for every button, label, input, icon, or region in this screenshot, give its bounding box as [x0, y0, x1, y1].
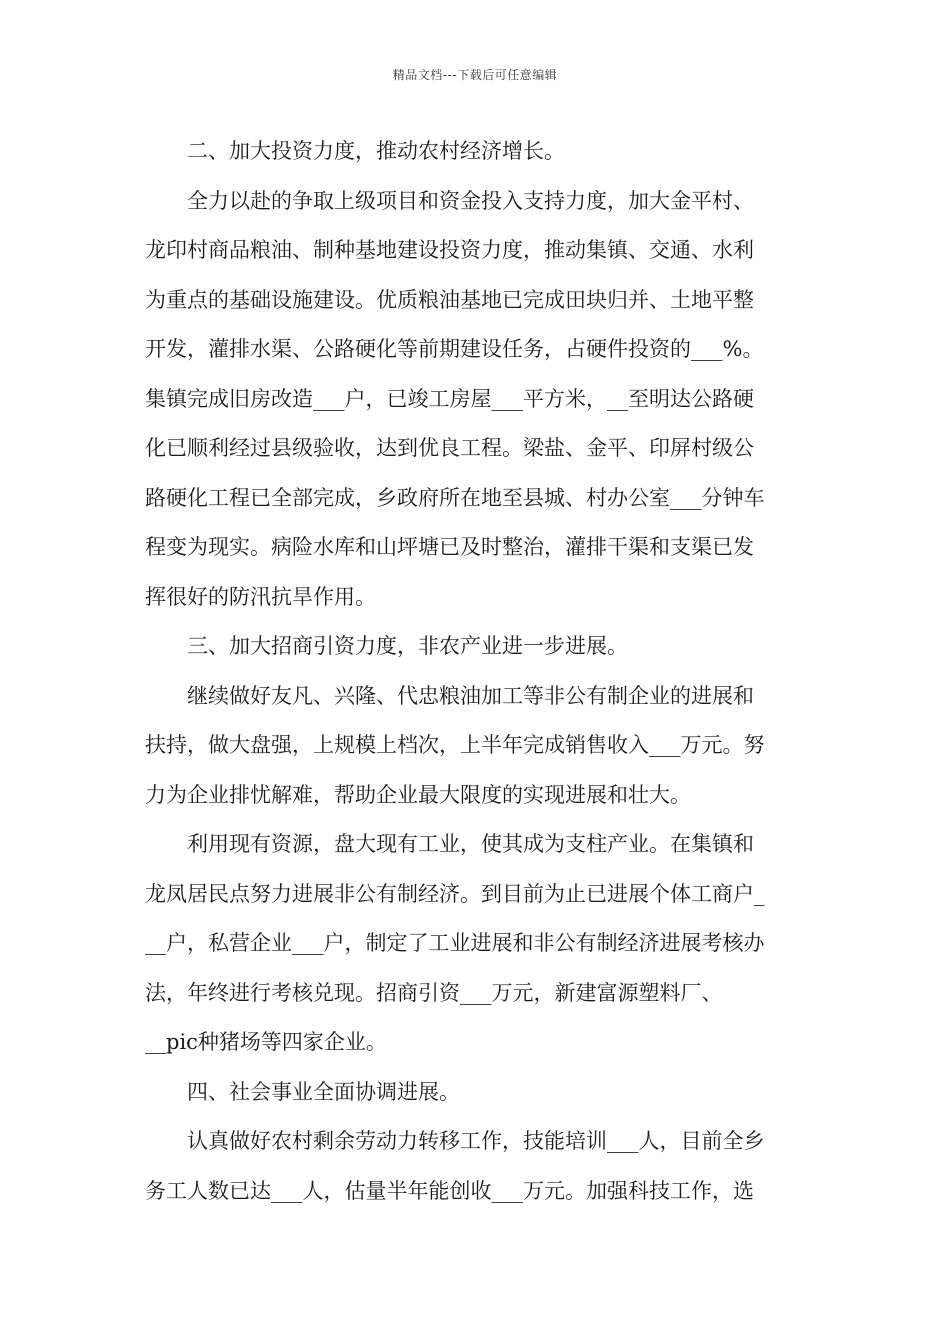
section-heading: 二、加大投资力度，推动农村经济增长。	[187, 139, 565, 163]
paragraph-line: 龙凤居民点努力进展非公有制经济。到目前为止已进展个体工商户_	[145, 881, 765, 906]
document-body	[145, 127, 815, 1216]
paragraph-line: 为重点的基础设施建设。优质粮油基地已完成田块归并、土地平整	[145, 287, 754, 312]
paragraph-line: 龙印村商品粮油、制种基地建设投资力度，推动集镇、交通、水利	[145, 238, 754, 262]
paragraph-line: 挥很好的防汛抗旱作用。	[145, 584, 376, 609]
paragraph-line: __户，私营企业___户，制定了工业进展和非公有制经济进展考核办	[145, 931, 765, 955]
section-heading: 三、加大招商引资力度，非农产业进一步进展。	[187, 634, 628, 658]
paragraph-line: 继续做好友凡、兴隆、代忠粮油加工等非公有制企业的进展和	[187, 683, 754, 708]
paragraph-line: 法，年终进行考核兑现。招商引资___万元，新建富源塑料厂、	[145, 980, 723, 1005]
paragraph-line: 务工人数已达___人，估量半年能创收___万元。加强科技工作，选	[145, 1178, 754, 1203]
paragraph-line: __pic种猪场等四家企业。	[145, 1030, 387, 1054]
paragraph-line: 集镇完成旧房改造___户，已竣工房屋___平方米，__至明达公路硬	[145, 386, 754, 411]
section-heading: 四、社会事业全面协调进展。	[187, 1079, 460, 1104]
paragraph-line: 力为企业排忧解难，帮助企业最大限度的实现进展和壮大。	[145, 782, 691, 807]
paragraph-line: 开发，灌排水渠、公路硬化等前期建设任务，占硬件投资的___%。	[145, 337, 764, 361]
paragraph-line: 程变为现实。病险水库和山坪塘已及时整治，灌排干渠和支渠已发	[145, 535, 754, 559]
paragraph-line: 利用现有资源，盘大现有工业，使其成为支柱产业。在集镇和	[187, 832, 754, 856]
page-header: 精品文档---下载后可任意编辑	[392, 68, 558, 82]
paragraph-line: 化已顺利经过县级验收，达到优良工程。梁盐、金平、印屏村级公	[145, 436, 754, 460]
paragraph-line: 扶持，做大盘强，上规模上档次，上半年完成销售收入___万元。努	[145, 733, 765, 757]
paragraph-line: 路硬化工程已全部完成，乡政府所在地至县城、村办公室___分钟车	[145, 485, 765, 510]
paragraph-line: 认真做好农村剩余劳动力转移工作，技能培训___人，目前全乡	[187, 1129, 765, 1153]
paragraph-line: 全力以赴的争取上级项目和资金投入支持力度，加大金平村、	[187, 188, 754, 213]
